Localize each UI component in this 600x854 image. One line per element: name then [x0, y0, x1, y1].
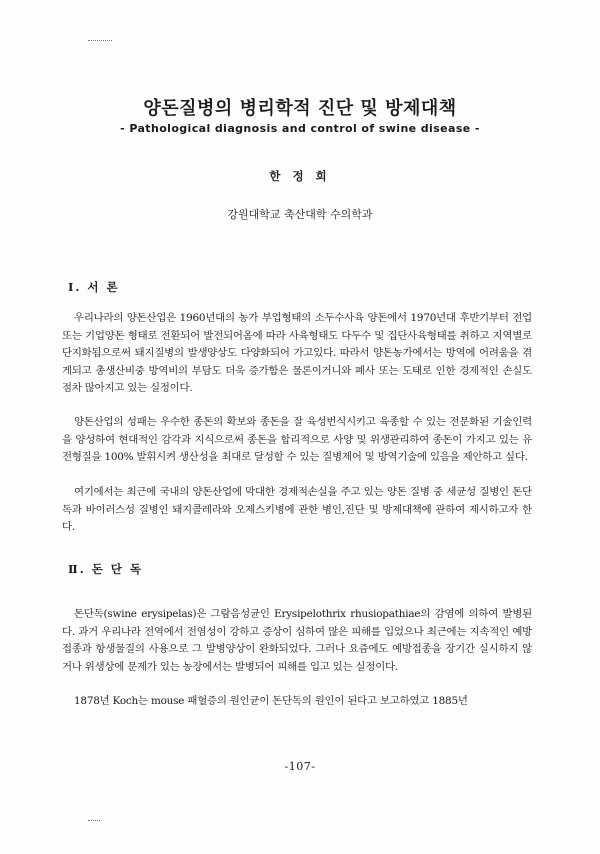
section-heading-swine-erysipelas: Ⅱ. 돈 단 독 — [68, 562, 144, 576]
author-affiliation: 강원대학교 축산대학 수의학과 — [227, 208, 373, 221]
page-number: -107- — [284, 760, 316, 773]
body-paragraph: 양돈산업의 성패는 우수한 종돈의 확보와 종돈을 잘 육성번식시키고 육종할 수 있는 전문화된 기술인력을 양성하여 현대적인 감각과 지식으로써 종돈을 합리적으로 사양 및 위생관리하여 종돈이 가지고 있는 유전형질을 100% 발휘시켜 생산성을 최대로 달성할 수 있는 질병제어 및 방역기술에 있음을 제안하고 싶다. — [62, 416, 532, 464]
body-paragraph: 우리나라의 양돈산업은 1960년대의 농가 부업형태의 소두수사육 양돈에서 1970년대 후반기부터 전업 또는 기업양돈 형태로 전환되어 발전되어옴에 따라 사육형태도 다두수 및 집단사육형태를 취하고 지역별로 단지화됨으로써 돼지질병의 발생양상도 다양화되어 가고있다. 따라서 양돈농가에서는 방역에 어려움을 겪게되고 총생산비중 방역비의 부담도 더욱 증가함은 물론이거니와 폐사 또는 도태로 인한 경제적인 손실도 점차 많아지고 있는 실정이다. — [62, 312, 532, 395]
author-name: 한 정 희 — [269, 169, 331, 183]
scan-mark — [88, 820, 100, 821]
body-paragraph: 1878년 Koch는 mouse 패혈증의 원인균이 돈단독의 원인이 된다고 보고하였고 1885년 — [74, 695, 468, 708]
scan-mark — [88, 40, 112, 41]
section-heading-introduction: Ⅰ. 서 론 — [68, 280, 120, 294]
body-paragraph: 돈단독(swine erysipelas)은 그람음성균인 Erysipelothrix rhusiopathiae의 감염에 의하여 발병된다. 과거 우리나라 전역에서 전염성이 강하고 증상이 심하여 많은 피해를 입었으나 최근에는 지속적인 예방접종과 항생물질의 사용으로 그 발병양상이 완화되었다. 그러나 요즘에도 예방접종을 장기간 실시하지 않거나 위생상에 문제가 있는 농장에서는 발병되어 피해를 입고 있는 실정이다. — [62, 608, 532, 673]
body-paragraph: 여기에서는 최근에 국내의 양돈산업에 막대한 경제적손실을 주고 있는 양돈 질병 중 세균성 질병인 돈단독과 바이러스성 질병인 돼지콜레라와 오제스키병에 관한 병인,진단 및 방제대책에 관하여 제시하고자 한다. — [62, 486, 532, 534]
paper-subtitle: - Pathological diagnosis and control of swine disease - — [120, 122, 480, 135]
paper-title: 양돈질병의 병리학적 진단 및 방제대책 — [143, 98, 457, 119]
